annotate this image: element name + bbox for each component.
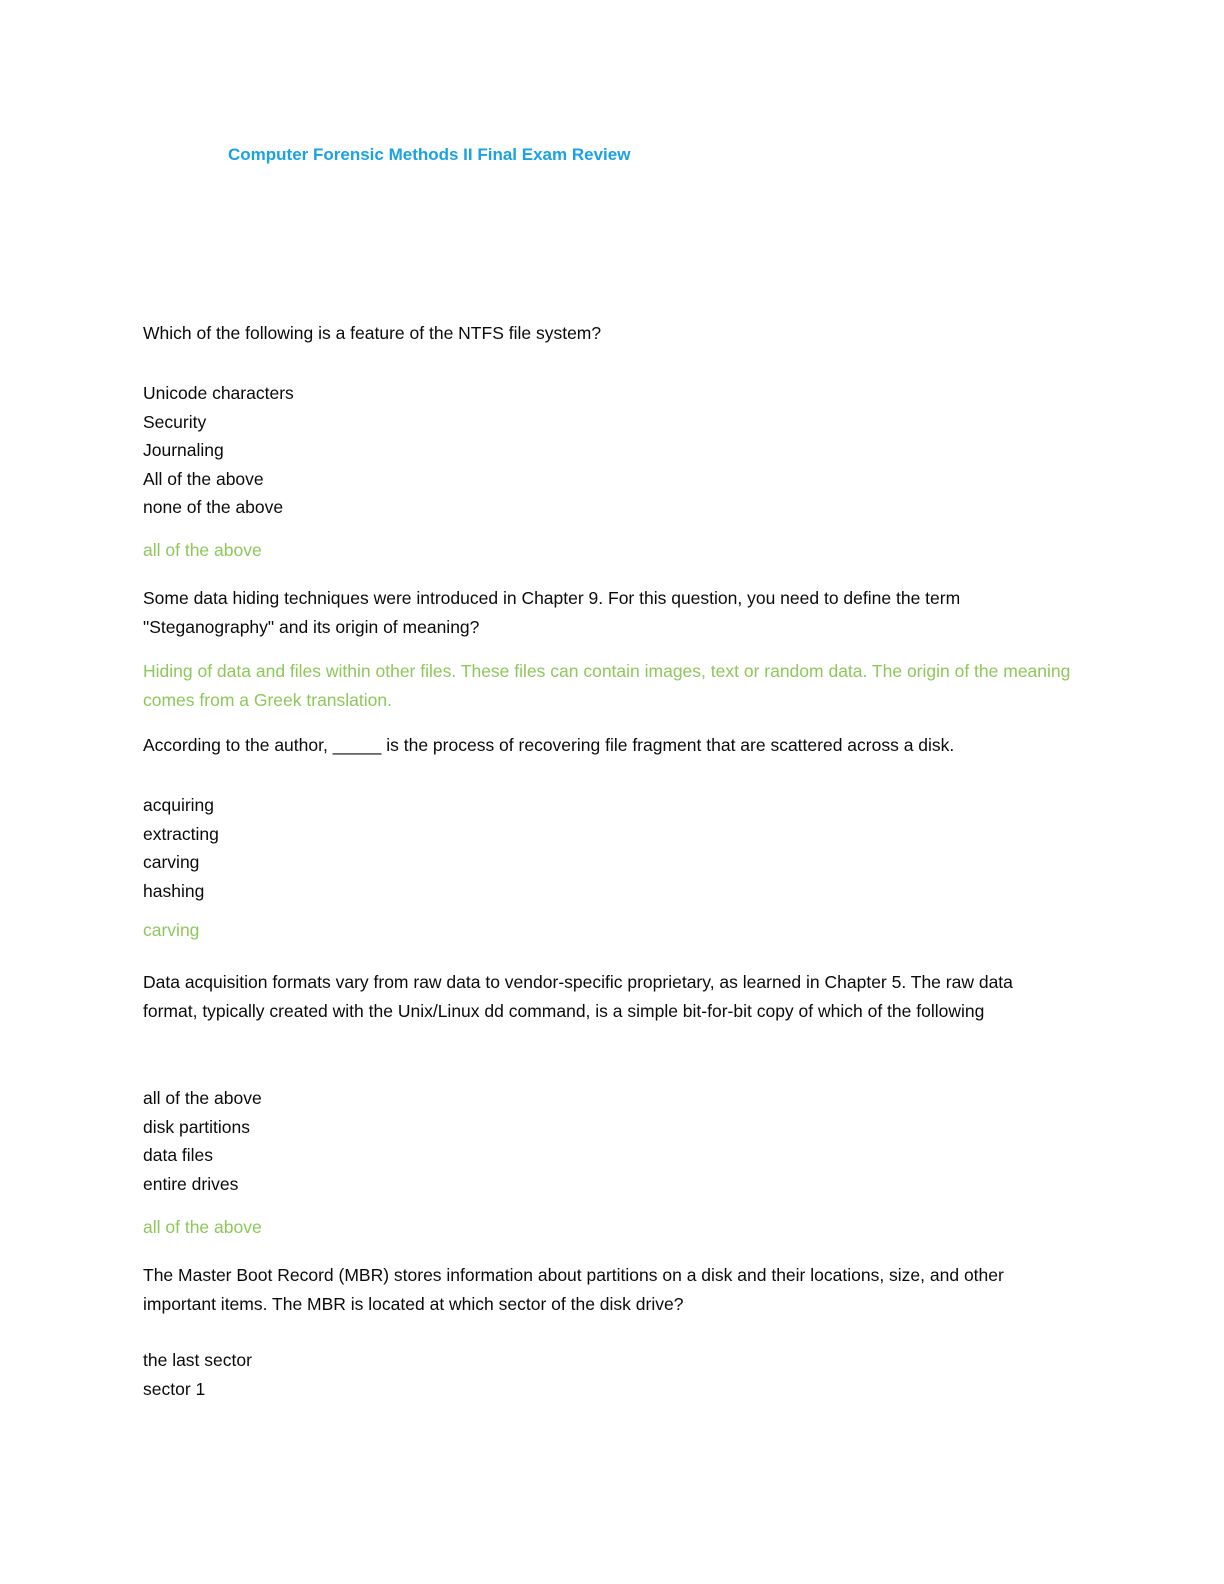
question-text-5: The Master Boot Record (MBR) stores information about partitions on a disk and their locations, size, and other important items. The MBR is located at which sector of the disk drive? xyxy=(143,1265,1004,1314)
option-item: All of the above xyxy=(143,468,264,489)
option-item: none of the above xyxy=(143,497,284,518)
question-text-3: According to the author, _____ is the process of recovering file fragment that are scattered across a disk. xyxy=(143,735,955,755)
document-title: Computer Forensic Methods II Final Exam Review xyxy=(228,145,631,164)
options-list-4 xyxy=(143,1084,262,1198)
option-item: hashing xyxy=(143,880,205,901)
option-item: Unicode characters xyxy=(143,383,294,403)
option-item: data files xyxy=(143,1145,214,1166)
question-text-1: Which of the following is a feature of the NTFS file system? xyxy=(143,323,602,343)
answer-text-3: carving xyxy=(143,920,200,940)
options-list-3 xyxy=(143,791,219,905)
question-text-4: Data acquisition formats vary from raw data to vendor-specific proprietary, as learned in Chapter 5. The raw data format, typically created with the Unix/Linux dd command, is a simple bit-for-bit copy of which of the following xyxy=(143,972,1013,1021)
answer-text-4: all of the above xyxy=(143,1217,262,1237)
options-list-1 xyxy=(143,379,294,522)
option-item: acquiring xyxy=(143,795,215,815)
option-item: sector 1 xyxy=(143,1378,206,1399)
option-item: Journaling xyxy=(143,440,224,461)
option-item: disk partitions xyxy=(143,1116,250,1137)
answer-text-2: Hiding of data and files within other files. These files can contain images, text or random data. The origin of the meaning comes from a Greek translation. xyxy=(143,661,1071,710)
question-text-2: Some data hiding techniques were introduced in Chapter 9. For this question, you need to define the term "Steganography" and its origin of meaning? xyxy=(143,588,961,637)
option-item: Security xyxy=(143,411,207,432)
option-item: carving xyxy=(143,852,200,873)
option-item: the last sector xyxy=(143,1350,252,1370)
option-item: entire drives xyxy=(143,1173,239,1194)
answer-text-1: all of the above xyxy=(143,540,262,560)
option-item: all of the above xyxy=(143,1088,262,1108)
options-list-5 xyxy=(143,1346,252,1403)
option-item: extracting xyxy=(143,823,219,844)
